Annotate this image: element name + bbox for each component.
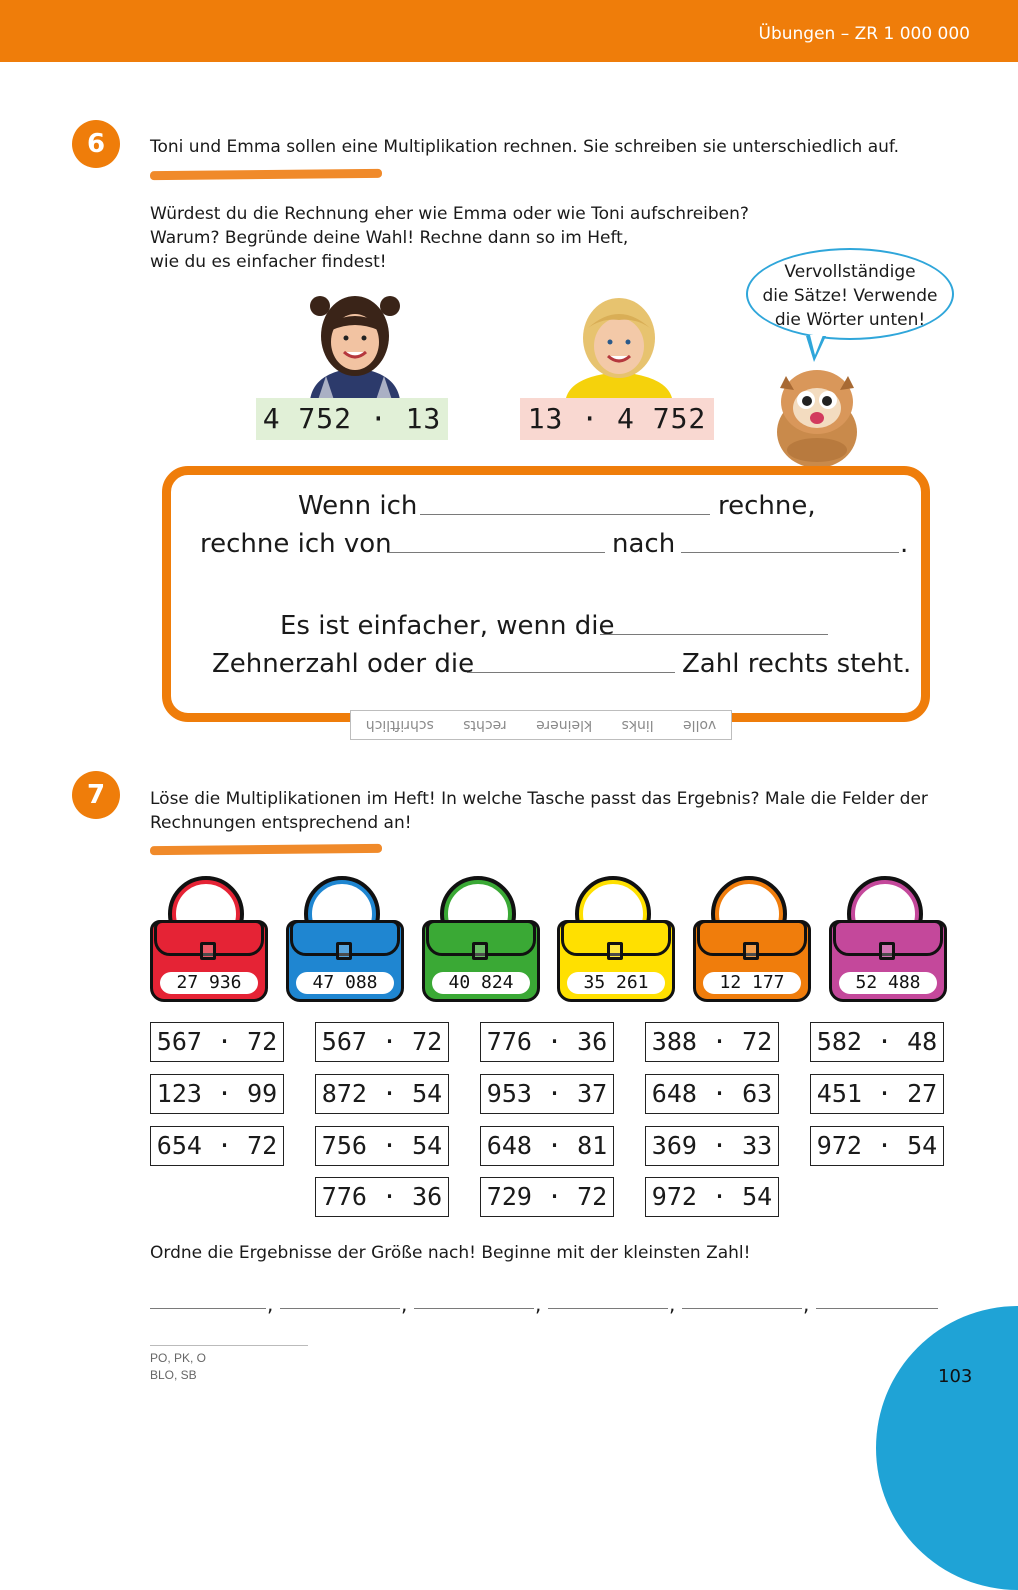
- answer-line-5[interactable]: [682, 1308, 802, 1309]
- bag-value: 12 177: [703, 972, 801, 994]
- exercise-box[interactable]: 776 · 36: [480, 1022, 614, 1062]
- exercise-box[interactable]: 972 · 54: [810, 1126, 944, 1166]
- exercise-box[interactable]: 972 · 54: [645, 1177, 779, 1217]
- order-instruction: Ordne die Ergebnisse der Größe nach! Beginne mit der kleinsten Zahl!: [150, 1243, 751, 1263]
- blank-3[interactable]: [681, 552, 899, 553]
- comma: ,: [803, 1292, 810, 1316]
- blank-4[interactable]: [600, 634, 828, 635]
- bubble-line-3: die Wörter unten!: [774, 310, 926, 330]
- answer-line-4[interactable]: [548, 1308, 668, 1309]
- exercise-box[interactable]: 648 · 63: [645, 1074, 779, 1114]
- bag-clasp-icon: [879, 942, 895, 960]
- exercise-box[interactable]: 776 · 36: [315, 1177, 449, 1217]
- task-7-number: 7: [72, 771, 120, 819]
- task-7-intro-line-2: Rechnungen entsprechend an!: [150, 813, 412, 833]
- toni-photo: [562, 294, 676, 398]
- task-6-question-line-3: wie du es einfacher findest!: [150, 252, 387, 272]
- bag-clasp-icon: [336, 942, 352, 960]
- word-bank-word: schriftlich: [365, 717, 434, 733]
- task-6-question-line-2: Warum? Begründe deine Wahl! Rechne dann so im Heft,: [150, 228, 629, 248]
- exercise-box[interactable]: 369 · 33: [645, 1126, 779, 1166]
- answer-line-3[interactable]: [414, 1308, 534, 1309]
- bag-value: 35 261: [567, 972, 665, 994]
- exercise-box[interactable]: 729 · 72: [480, 1177, 614, 1217]
- word-bank-word: kleinere: [536, 717, 593, 733]
- comma: ,: [669, 1292, 676, 1316]
- bag-1: [150, 876, 268, 1002]
- emma-calculation: 4 752 · 13: [256, 398, 448, 440]
- exercise-box[interactable]: 123 · 99: [150, 1074, 284, 1114]
- footer-codes-1: PO, PK, O: [150, 1351, 207, 1365]
- bag-6: [829, 876, 947, 1002]
- bag-clasp-icon: [472, 942, 488, 960]
- owl-mascot-icon: [772, 362, 862, 468]
- bag-value: 40 824: [432, 972, 530, 994]
- exercise-box[interactable]: 388 · 72: [645, 1022, 779, 1062]
- corner-decoration: [876, 1306, 1018, 1590]
- bag-clasp-icon: [743, 942, 759, 960]
- bag-clasp-icon: [200, 942, 216, 960]
- task-6-number: 6: [72, 120, 120, 168]
- word-bank-word: rechts: [463, 717, 507, 733]
- task-7-intro-line-1: Löse die Multiplikationen im Heft! In welche Tasche passt das Ergebnis? Male die Felder der: [150, 789, 928, 809]
- bubble-line-2: die Sätze! Verwende: [762, 286, 938, 306]
- bag-3: [422, 876, 540, 1002]
- orange-underline: [150, 169, 382, 180]
- sentence-1-end: rechne,: [718, 491, 816, 521]
- bag-2: [286, 876, 404, 1002]
- sentence-4-start: Zehnerzahl oder die: [212, 649, 475, 679]
- footer-codes-2: BLO, SB: [150, 1368, 197, 1382]
- exercise-box[interactable]: 567 · 72: [150, 1022, 284, 1062]
- blank-2[interactable]: [387, 552, 605, 553]
- task-6-question-line-1: Würdest du die Rechnung eher wie Emma oder wie Toni aufschreiben?: [150, 204, 749, 224]
- answer-line-2[interactable]: [280, 1308, 400, 1309]
- exercise-box[interactable]: 567 · 72: [315, 1022, 449, 1062]
- word-bank-word: volle: [683, 717, 717, 733]
- exercise-box[interactable]: 451 · 27: [810, 1074, 944, 1114]
- footer-divider: [150, 1345, 308, 1346]
- bag-value: 52 488: [839, 972, 937, 994]
- exercise-box[interactable]: 648 · 81: [480, 1126, 614, 1166]
- exercise-box[interactable]: 953 · 37: [480, 1074, 614, 1114]
- sentence-2-start: rechne ich von: [200, 529, 392, 559]
- exercise-box[interactable]: 756 · 54: [315, 1126, 449, 1166]
- blank-1[interactable]: [420, 514, 710, 515]
- sentence-2-end: .: [900, 529, 909, 559]
- orange-underline: [150, 844, 382, 855]
- comma: ,: [267, 1292, 274, 1316]
- word-bank-word: links: [621, 717, 654, 733]
- bag-clasp-icon: [607, 942, 623, 960]
- bag-4: [557, 876, 675, 1002]
- page-number: 103: [938, 1366, 973, 1387]
- sentence-1-start: Wenn ich: [298, 491, 418, 521]
- header-bar: [0, 0, 1018, 62]
- answer-line-6[interactable]: [816, 1308, 938, 1309]
- exercise-box[interactable]: 582 · 48: [810, 1022, 944, 1062]
- header-title: Übungen – ZR 1 000 000: [758, 24, 970, 44]
- exercise-box[interactable]: 654 · 72: [150, 1126, 284, 1166]
- sentence-3-start: Es ist einfacher, wenn die: [280, 611, 615, 641]
- word-bank: [350, 710, 732, 740]
- answer-line-1[interactable]: [150, 1308, 266, 1309]
- bag-value: 47 088: [296, 972, 394, 994]
- speech-bubble: [746, 248, 954, 340]
- sentence-2-middle: nach: [612, 529, 676, 559]
- comma: ,: [535, 1292, 542, 1316]
- emma-photo: [300, 292, 410, 400]
- task-6-intro: Toni und Emma sollen eine Multiplikation rechnen. Sie schreiben sie unterschiedlich auf.: [150, 137, 900, 157]
- toni-calculation: 13 · 4 752: [520, 398, 714, 440]
- bag-value: 27 936: [160, 972, 258, 994]
- blank-5[interactable]: [467, 672, 675, 673]
- exercise-box[interactable]: 872 · 54: [315, 1074, 449, 1114]
- comma: ,: [401, 1292, 408, 1316]
- bag-5: [693, 876, 811, 1002]
- bubble-line-1: Vervollständige: [784, 262, 916, 282]
- sentence-4-end: Zahl rechts steht.: [682, 649, 912, 679]
